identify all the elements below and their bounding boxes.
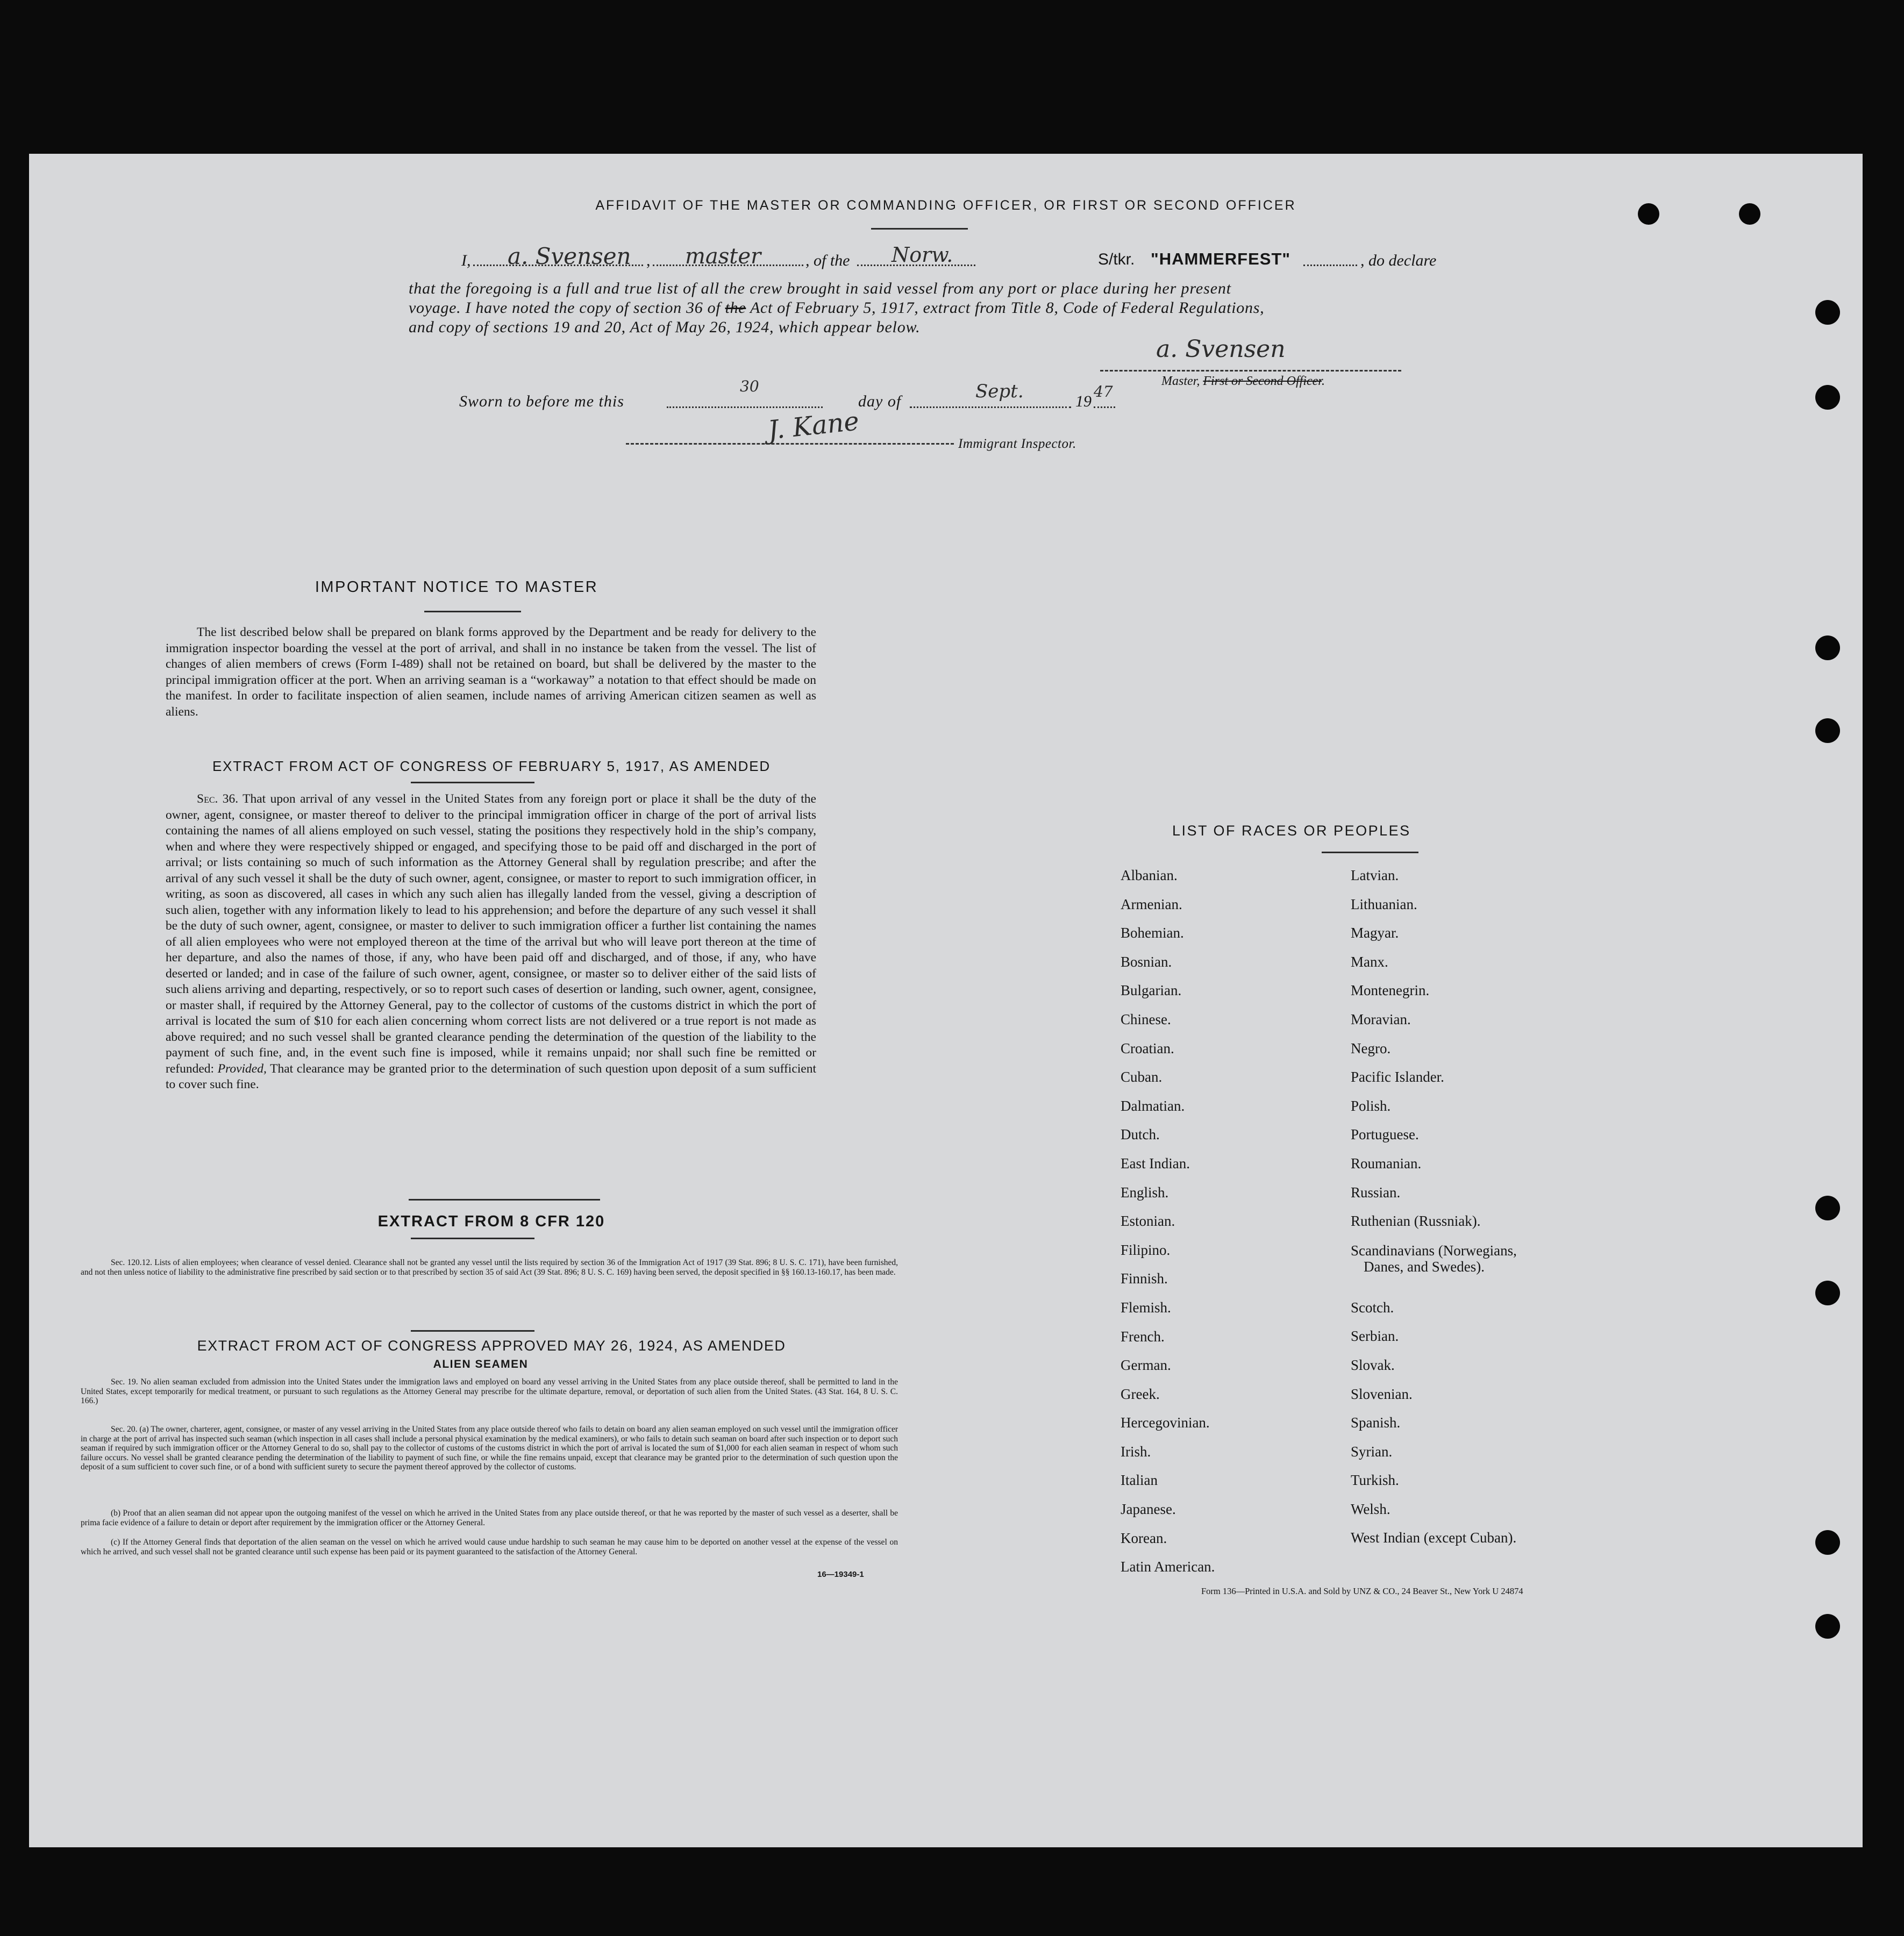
race-item: Portuguese. xyxy=(1351,1126,1419,1143)
race-item: Cuban. xyxy=(1121,1069,1163,1085)
race-item: Chinese. xyxy=(1121,1011,1171,1027)
race-item: Polish. xyxy=(1351,1097,1391,1114)
race-item: Montenegrin. xyxy=(1351,982,1430,999)
extract-1924-title: EXTRACT FROM ACT OF CONGRESS APPROVED MAY 26, 1924, AS AMENDED xyxy=(197,1338,786,1354)
extract-1917-divider xyxy=(411,782,534,783)
struck-officer-text: First or Second Officer xyxy=(1203,374,1322,388)
affidavit-line2: that the foregoing is a full and true list of all the crew brought in said vessel from any port or place during her present xyxy=(409,280,1232,297)
race-item: Slovak. xyxy=(1351,1356,1395,1373)
inspector-caption: Immigrant Inspector. xyxy=(958,437,1076,451)
race-item: Korean. xyxy=(1121,1530,1167,1546)
race-item: Moravian. xyxy=(1351,1011,1411,1027)
affidavit-line3 xyxy=(409,299,1264,317)
race-item: Filipino. xyxy=(1121,1241,1171,1258)
race-item: Italian xyxy=(1121,1472,1158,1489)
races-column-1 xyxy=(1121,861,1215,1582)
extract-1917-title: EXTRACT FROM ACT OF CONGRESS OF FEBRUARY 5, 1917, AS AMENDED xyxy=(212,758,771,774)
race-item: Latvian. xyxy=(1351,867,1399,883)
race-item: East Indian. xyxy=(1121,1155,1190,1171)
form-number: 16—19349-1 xyxy=(817,1570,864,1579)
day-of-label: day of xyxy=(858,392,902,410)
extract-cfr-divider xyxy=(411,1238,534,1239)
race-item: German. xyxy=(1121,1357,1171,1374)
race-item: Flemish. xyxy=(1121,1299,1171,1316)
day-handwritten: 30 xyxy=(740,377,759,395)
nationality-handwritten: Norw. xyxy=(892,243,953,267)
do-declare-label: , do declare xyxy=(1360,252,1437,269)
punch-hole xyxy=(1815,1196,1840,1220)
race-item: Albanian. xyxy=(1121,867,1178,883)
race-item: Dalmatian. xyxy=(1121,1097,1185,1114)
sec-20b-text: (b) Proof that an alien seaman did not appear upon the outgoing manifest of the vessel on which he arrived in the United States from any place outside thereof, or that he was reported by the master of such vessel as a deserter, shall be prima facie evidence of a failure to detain or deport after requirement by the immigration officer or the Attorney General. xyxy=(81,1509,898,1527)
notice-title: IMPORTANT NOTICE TO MASTER xyxy=(315,578,598,596)
races-column-2 xyxy=(1351,861,1517,1553)
race-item: Hercegovinian. xyxy=(1121,1415,1210,1431)
sec-20c-text: (c) If the Attorney General finds that deportation of the alien seaman on the vessel on which he arrived would cause undue hardship to such seaman he may cause him to be deported on another vessel at the expense of the vessel on which he arrived, and such vessel shall not be granted clearance until such expense has been paid or its payment guaranteed to the satisfaction of the Attorney General. xyxy=(81,1538,898,1556)
month-blank xyxy=(910,406,1071,408)
name-comma: , xyxy=(646,252,651,269)
sec-36-text: That upon arrival of any vessel in the United States from any foreign port or place it shall be the duty of the owner, agent, consignee, or master thereof to deliver to the principal immigration officer in charge of the port of arrival lists containing the names of all aliens employed on such vessel, stating the positions they respectively hold in the ship’s company, when and where they were respectively shipped or engaged, and specifying those to be paid off and discharged in the port of arrival; or lists containing so much of such information as the Attorney General shall by regulation prescribe; and after the arrival of any such vessel it shall be the duty of such owner, agent, consignee, or master to report to such immigration officer, in writing, as soon as discovered, all cases in which any such alien has illegally landed from the vessel, giving a description of such alien, together with any information likely to lead to his apprehension; and before the departure of any such vessel it shall be the duty of such owner, agent, consignee, or master to deliver to such immigration officer a further list containing the names of all alien employees who were not employed thereon at the time of the arrival but who will leave port thereon at the time of her departure, and also the names of those, if any, who have been paid off and discharged, and of those, if any, who have deserted or landed; and in case of the failure of such owner, agent, consignee, or master so to deliver either of the said lists of such aliens arriving and departing, respectively, or so to report such cases of desertion or landing, such owner, agent, consignee, or master shall, if required by the Attorney General, pay to the collector of customs of the customs district in which the port of arrival is located the sum of $10 for each alien concerning whom correct lists are not delivered or a true report is not made as above required; and no such vessel shall be granted clearance pending the determination of the question of the liability to the payment of such fine, and, in the event such fine is imposed, while it remains unpaid; nor shall such fine be remitted or refunded: xyxy=(166,792,816,1076)
race-item: Scotch. xyxy=(1351,1299,1394,1316)
vessel-type: S/tkr. xyxy=(1098,251,1135,268)
race-item: Latin American. xyxy=(1121,1559,1215,1575)
race-item: Russian. xyxy=(1351,1184,1401,1201)
affidavit-form-page xyxy=(29,154,1863,1847)
race-item: Spanish. xyxy=(1351,1415,1401,1431)
affidavit-line1-prefix: I, xyxy=(461,252,471,269)
notice-body: The list described below shall be prepared on blank forms approved by the Department and be ready for delivery to the immigration inspector boarding the vessel at the port of arrival, and shall in no instance be taken from the vessel. The list of changes of alien members of crews (Form I-489) shall not be retained on board, but shall be delivered by the master to the principal immigration officer at the port. When an arriving seaman is a “workaway” a notation to that effect should be made on the manifest. In order to facilitate inspection of alien seamen, include names of arriving American citizen seamen as well as aliens. xyxy=(166,625,816,719)
race-item: French. xyxy=(1121,1328,1165,1345)
race-item: Japanese. xyxy=(1121,1501,1176,1518)
race-item: Scandinavians (Norwegians, xyxy=(1351,1242,1517,1259)
race-item: Armenian. xyxy=(1121,896,1182,912)
inspector-signature: J. Kane xyxy=(766,406,861,446)
race-item: Pacific Islander. xyxy=(1351,1069,1444,1085)
punch-hole xyxy=(1815,718,1840,743)
sworn-text: Sworn to before me this xyxy=(459,392,624,410)
vessel-blank xyxy=(1303,265,1357,266)
affidavit-line3-b: Act of February 5, 1917, extract from Title 8, Code of Federal Regulations, xyxy=(750,299,1265,317)
punch-hole xyxy=(1815,635,1840,660)
punch-hole xyxy=(1815,300,1840,325)
affidavit-line4: and copy of sections 19 and 20, Act of May 26, 1924, which appear below. xyxy=(409,318,921,336)
extract-1917-end-divider xyxy=(409,1199,600,1201)
extract-cfr-title: EXTRACT FROM 8 CFR 120 xyxy=(377,1213,605,1230)
master-signature-line xyxy=(1100,370,1401,372)
sec-19-text: Sec. 19. No alien seaman excluded from admission into the United States under the immigration laws and employed on board any vessel arriving in the United States from any place outside thereof, shall be permitted to land in the United States, except temporarily for medical treatment, or pursuant to such regulations as the Attorney General may prescribe for the ultimate departure, removal, or deportation of such alien from the United States. (43 Stat. 164, 8 U. S. C. 166.) xyxy=(81,1377,898,1405)
race-item: Dutch. xyxy=(1121,1126,1160,1143)
sec-20a-text: Sec. 20. (a) The owner, charterer, agent, consignee, or master of any vessel arriving in the United States from any place outside thereof who fails to detain on board any alien seaman employed on such vessel until the immigration officer in charge at the port of arrival has inspected such seaman (which inspection in all cases shall include a personal physical examination by the medical examiners), or who fails to detain such seaman on board after such inspection or to deport such seaman if required by such immigration officer or the Attorney General to do so, shall pay to the collector of customs of the customs district in which the port of arrival is located the sum of $1,000 for each alien seaman in respect of whom such failure occurs. No vessel shall be granted clearance pending the determination of the liability to payment of such fine, or while the fine remains unpaid, except that clearance may be granted prior to the determination of such question upon the deposit of a sum sufficient to cover such fine, or of a bond with sufficient surety to secure the payment thereof approved by the collector of customs. xyxy=(81,1425,898,1471)
race-item: English. xyxy=(1121,1184,1169,1201)
printer-imprint: Form 136—Printed in U.S.A. and Sold by UNZ & CO., 24 Beaver St., New York U 24874 xyxy=(1201,1586,1523,1596)
race-item: Serbian. xyxy=(1351,1328,1399,1345)
race-item: West Indian (except Cuban). xyxy=(1351,1530,1517,1546)
race-item: Danes, and Swedes). xyxy=(1364,1258,1485,1275)
race-item: Greek. xyxy=(1121,1385,1160,1402)
race-item: Lithuanian. xyxy=(1351,896,1417,912)
punch-hole xyxy=(1815,1281,1840,1305)
race-item: Slovenian. xyxy=(1351,1385,1413,1402)
race-item: Roumanian. xyxy=(1351,1155,1422,1171)
punch-hole xyxy=(1815,1530,1840,1555)
punch-hole xyxy=(1815,1614,1840,1639)
affidavit-title: AFFIDAVIT OF THE MASTER OR COMMANDING OFFICER, OR FIRST OR SECOND OFFICER xyxy=(595,198,1296,213)
rank-handwritten: master xyxy=(685,244,761,269)
year-handwritten: 47 xyxy=(1094,383,1113,401)
master-name-handwritten: a. Svensen xyxy=(508,243,631,269)
race-item: Bohemian. xyxy=(1121,925,1184,941)
notice-divider xyxy=(424,611,521,612)
master-signature: a. Svensen xyxy=(1156,335,1286,363)
vessel-name: "HAMMERFEST" xyxy=(1151,249,1291,268)
race-item: Manx. xyxy=(1351,953,1388,970)
year-prefix: 19 xyxy=(1075,392,1092,410)
extract-1917-body xyxy=(166,791,816,1093)
day-blank xyxy=(667,406,823,408)
race-item: Bosnian. xyxy=(1121,953,1172,970)
master-caption xyxy=(1161,374,1325,389)
extract-cfr-end-divider xyxy=(411,1330,534,1332)
race-item: Welsh. xyxy=(1351,1501,1390,1517)
races-title: LIST OF RACES OR PEOPLES xyxy=(1172,823,1411,839)
race-item: Negro. xyxy=(1351,1040,1391,1056)
race-item: Magyar. xyxy=(1351,925,1399,941)
inspector-signature-line xyxy=(626,443,954,445)
race-item: Bulgarian. xyxy=(1121,982,1182,999)
alien-seamen-subtitle: ALIEN SEAMEN xyxy=(433,1358,529,1370)
title-divider xyxy=(871,228,968,230)
sec-36-text-end: That clearance may be granted prior to the determination of such question upon deposit of a sum sufficient to cover such fine. xyxy=(166,1061,817,1091)
year-blank xyxy=(1094,406,1115,408)
race-item: Croatian. xyxy=(1121,1040,1174,1056)
master-caption-text: Master, xyxy=(1161,374,1200,388)
punch-hole xyxy=(1815,385,1840,410)
provided-italic: Provided, xyxy=(217,1061,267,1076)
race-item: Irish. xyxy=(1121,1443,1151,1460)
affidavit-line3-a: voyage. I have noted the copy of section 36 of xyxy=(409,299,721,317)
race-item: Syrian. xyxy=(1351,1443,1393,1460)
races-divider xyxy=(1322,852,1418,853)
month-handwritten: Sept. xyxy=(975,381,1024,402)
master-caption-end: . xyxy=(1321,374,1325,388)
race-item: Ruthenian (Russniak). xyxy=(1351,1213,1481,1230)
struck-word-the: the xyxy=(725,299,746,317)
race-item: Finnish. xyxy=(1121,1270,1168,1287)
race-item: Estonian. xyxy=(1121,1213,1175,1230)
extract-cfr-body: Sec. 120.12. Lists of alien employees; when clearance of vessel denied. Clearance shall not be granted any vessel until the lists required by section 36 of the Immigration Act of 1917 (39 Stat. 896; 8 U. S. C. 171), have been furnished, and not then unless notice of liability to the administrative fine prescribed by said section or to that prescribed by section 35 of said Act (39 Stat. 896; 8 U. S. C. 169) having been served, the deposit specified in §§ 160.13-160.17, has been made. xyxy=(81,1258,898,1277)
sec-36-label: Sec. 36. xyxy=(197,792,239,806)
race-item: Turkish. xyxy=(1351,1472,1399,1489)
of-the-label: , of the xyxy=(805,252,850,269)
